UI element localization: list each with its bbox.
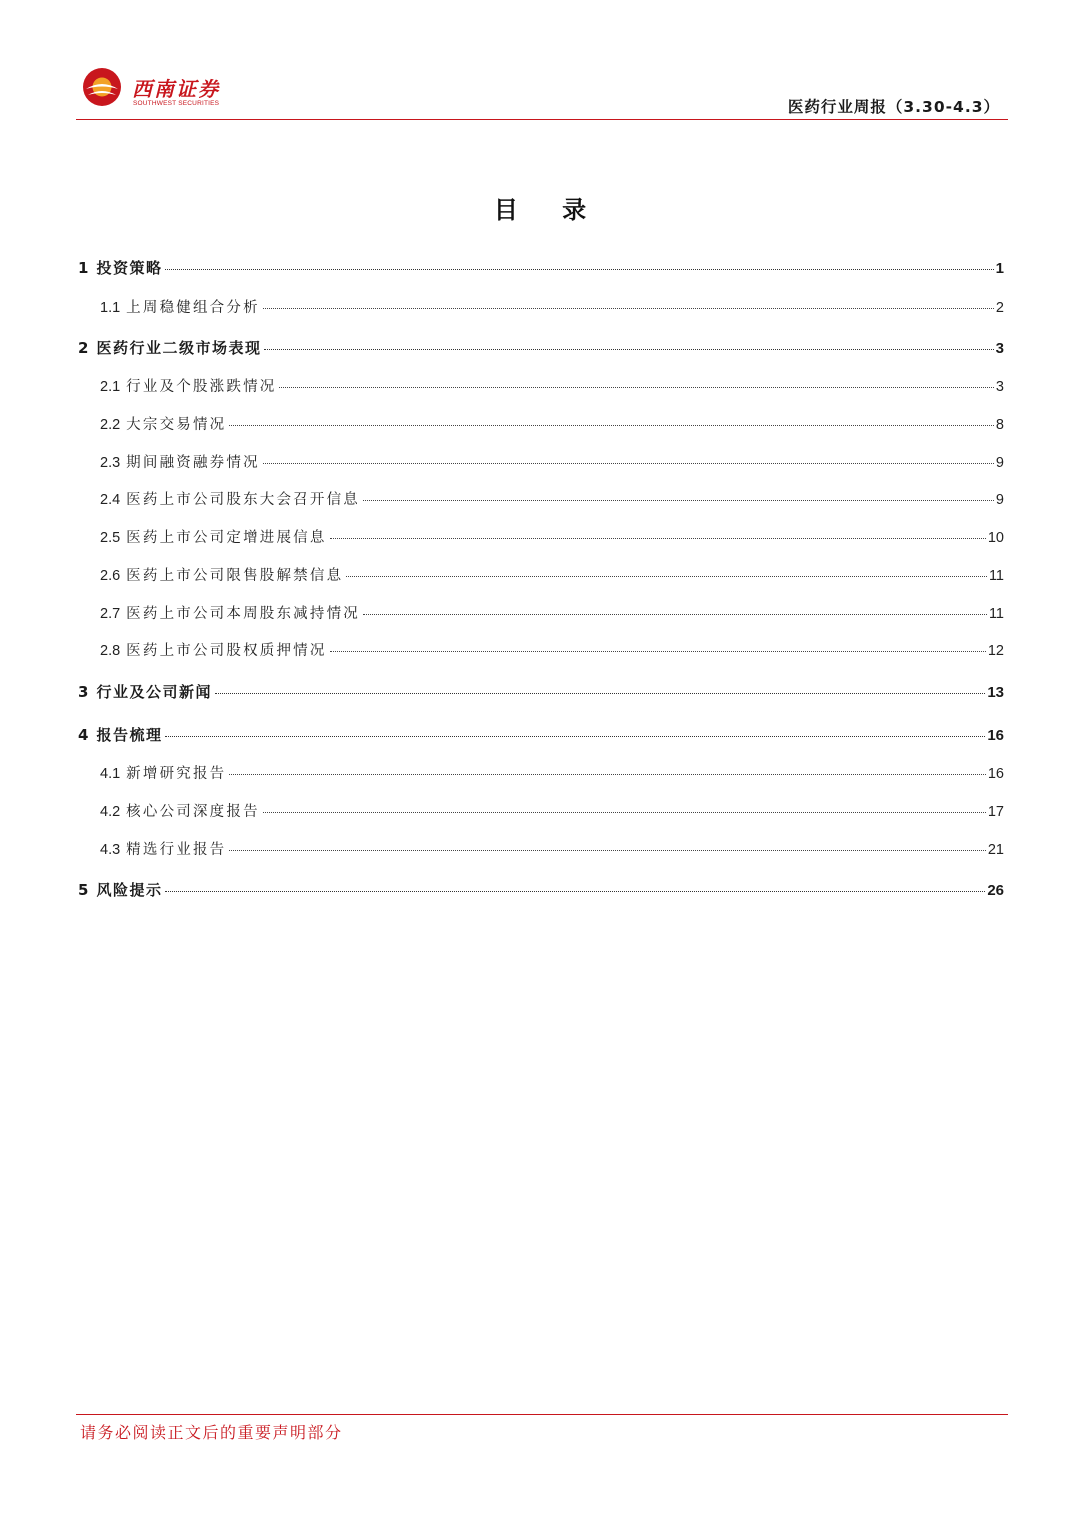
toc-entry-label: 投资策略 <box>96 259 163 277</box>
toc-entry-2[interactable] <box>78 337 1004 358</box>
toc-entry-2-8[interactable] <box>100 639 1004 660</box>
toc-entry-page: 12 <box>987 643 1004 659</box>
toc-leader-dots <box>263 463 994 464</box>
header-divider <box>76 119 1008 120</box>
toc-entry-label: 医药上市公司股权质押情况 <box>126 643 327 659</box>
footer-disclaimer: 请务必阅读正文后的重要声明部分 <box>80 1423 343 1442</box>
logo-mark-icon <box>82 67 122 107</box>
toc-entry-2-1[interactable] <box>100 375 1004 396</box>
toc-entry-number: 4 <box>78 726 89 744</box>
toc-entry-number: 2.8 <box>100 643 121 659</box>
toc-entry-number: 2.7 <box>100 606 121 622</box>
toc-entry-2-3[interactable] <box>100 451 1004 472</box>
toc-entry-label: 医药上市公司限售股解禁信息 <box>126 568 344 584</box>
toc-entry-2-6[interactable] <box>100 564 1004 585</box>
toc-leader-dots <box>229 425 994 426</box>
toc-leader-dots <box>165 891 985 892</box>
toc-entry-page: 11 <box>988 568 1004 584</box>
toc-leader-dots <box>165 736 985 737</box>
toc-entry-number: 2.5 <box>100 530 121 546</box>
toc-entry-2-7[interactable] <box>100 602 1004 623</box>
toc-entry-label: 报告梳理 <box>96 726 163 744</box>
toc-entry-page: 1 <box>995 260 1004 277</box>
toc-leader-dots <box>264 349 993 350</box>
toc-entry-label: 医药上市公司定增进展信息 <box>126 530 327 546</box>
toc-entry-page: 2 <box>995 300 1004 316</box>
toc-leader-dots <box>363 614 987 615</box>
toc-entry-2-2[interactable] <box>100 413 1004 434</box>
toc-entry-label: 新增研究报告 <box>126 766 227 782</box>
company-logo <box>82 64 302 114</box>
toc-entry-page: 8 <box>995 417 1004 433</box>
toc-leader-dots <box>346 576 987 577</box>
toc-leader-dots <box>215 693 985 694</box>
toc-entry-2-4[interactable] <box>100 488 1004 509</box>
toc-entry-label: 上周稳健组合分析 <box>126 300 260 316</box>
toc-entry-page: 3 <box>995 340 1004 357</box>
toc-entry-label: 核心公司深度报告 <box>126 804 260 820</box>
toc-entry-page: 3 <box>995 379 1004 395</box>
toc-entry-page: 10 <box>987 530 1004 546</box>
toc-leader-dots <box>263 812 986 813</box>
toc-entry-number: 3 <box>78 683 89 701</box>
footer-divider <box>76 1414 1008 1415</box>
toc-entry-label: 大宗交易情况 <box>126 417 227 433</box>
report-title: 医药行业周报（3.30-4.3） <box>787 98 1000 116</box>
toc-entry-page: 16 <box>987 727 1004 744</box>
toc-entry-label: 精选行业报告 <box>126 842 227 858</box>
toc-entry-4-2[interactable] <box>100 800 1004 821</box>
toc-leader-dots <box>229 774 985 775</box>
toc-entry-number: 5 <box>78 881 89 899</box>
page-header <box>76 62 1008 120</box>
toc-entry-page: 16 <box>987 766 1004 782</box>
toc-entry-4-1[interactable] <box>100 762 1004 783</box>
toc-entry-4[interactable] <box>78 724 1004 745</box>
toc-entry-label: 医药行业二级市场表现 <box>96 339 262 357</box>
toc-entry-page: 13 <box>987 684 1004 701</box>
toc-entry-5[interactable] <box>78 879 1004 900</box>
toc-entry-label: 风险提示 <box>96 881 163 899</box>
toc-entry-1-1[interactable] <box>100 296 1004 317</box>
toc-entry-number: 2 <box>78 339 89 357</box>
toc-entry-number: 4.3 <box>100 842 121 858</box>
toc-entry-3[interactable] <box>78 681 1004 702</box>
toc-entry-number: 1.1 <box>100 300 121 316</box>
logo-english-name: SOUTHWEST SECURITIES <box>133 100 220 107</box>
toc-entry-number: 2.6 <box>100 568 121 584</box>
toc-entry-number: 2.1 <box>100 379 121 395</box>
toc-entry-number: 2.2 <box>100 417 121 433</box>
toc-entry-number: 2.4 <box>100 492 121 508</box>
toc-entry-label: 行业及公司新闻 <box>96 683 212 701</box>
toc-entry-4-3[interactable] <box>100 838 1004 859</box>
toc-leader-dots <box>330 651 986 652</box>
toc-entry-2-5[interactable] <box>100 526 1004 547</box>
toc-leader-dots <box>229 850 985 851</box>
toc-leader-dots <box>263 308 994 309</box>
toc-leader-dots <box>279 387 993 388</box>
toc-entry-page: 21 <box>987 842 1004 858</box>
toc-entry-1[interactable] <box>78 257 1004 278</box>
logo-chinese-name: 西南证券 <box>132 77 220 101</box>
toc-entry-number: 2.3 <box>100 455 121 471</box>
toc-entry-page: 9 <box>995 455 1004 471</box>
toc-entry-page: 9 <box>995 492 1004 508</box>
toc-entry-label: 医药上市公司股东大会召开信息 <box>126 492 360 508</box>
toc-entry-number: 1 <box>78 259 89 277</box>
toc-heading: 目 录 <box>493 196 605 224</box>
toc-entry-page: 26 <box>987 882 1004 899</box>
toc-entry-label: 行业及个股涨跌情况 <box>126 379 277 395</box>
toc-entry-page: 17 <box>987 804 1004 820</box>
toc-entry-number: 4.1 <box>100 766 121 782</box>
toc-entry-page: 11 <box>988 606 1004 622</box>
toc-entry-label: 医药上市公司本周股东减持情况 <box>126 606 360 622</box>
toc-leader-dots <box>165 269 993 270</box>
toc-leader-dots <box>363 500 994 501</box>
toc-leader-dots <box>330 538 986 539</box>
toc-entry-number: 4.2 <box>100 804 121 820</box>
toc-entry-label: 期间融资融券情况 <box>126 455 260 471</box>
